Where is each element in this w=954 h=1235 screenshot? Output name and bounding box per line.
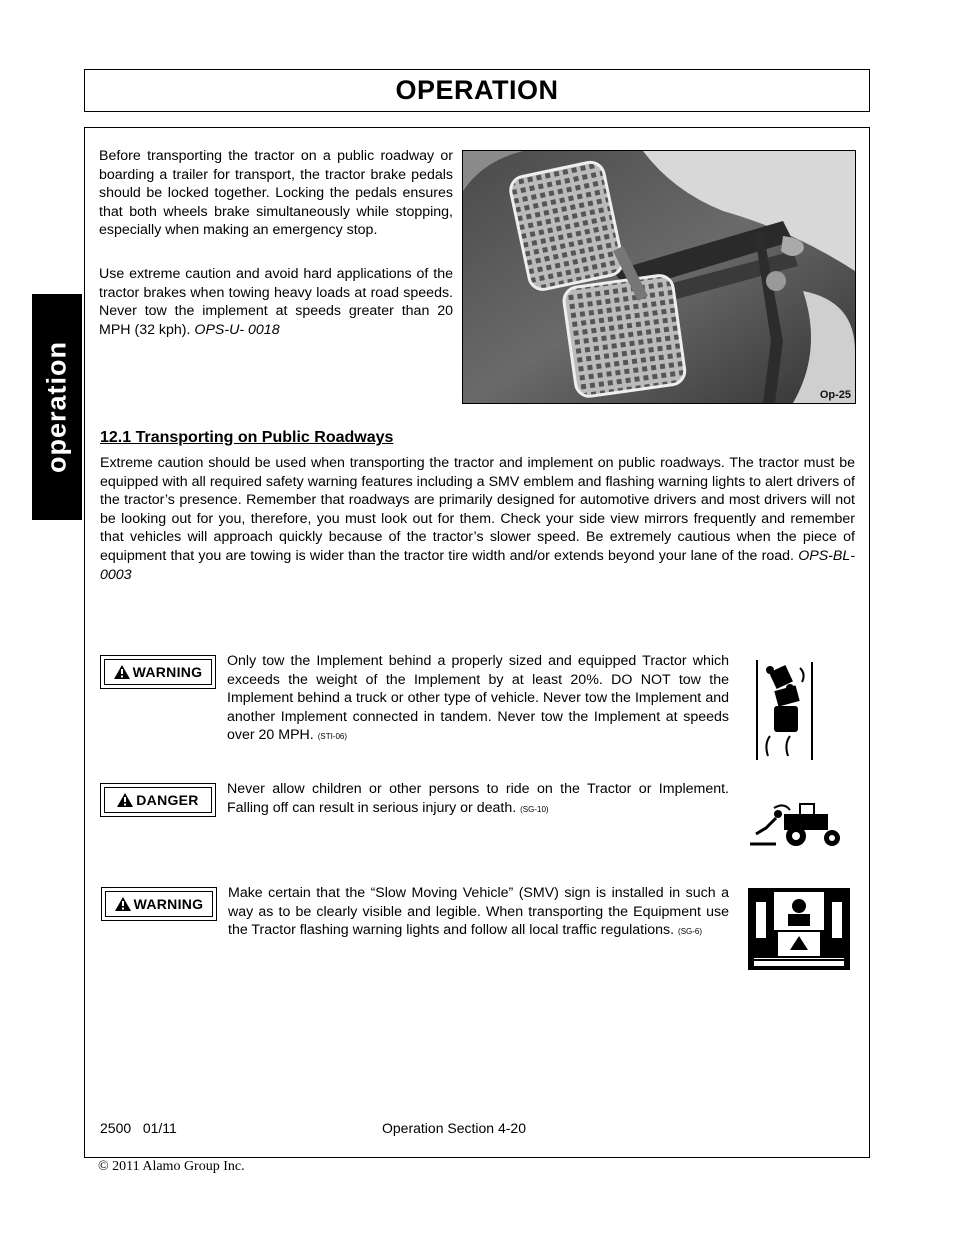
signal-word: WARNING [132,664,203,680]
tow-speed-pictogram-icon [754,660,844,760]
brake-pedal-image [463,151,855,403]
section-body: Extreme caution should be used when transporting the tractor and implement on public roadways. The tractor must be equipped with all required safety warning features including a SMV emblem and flashing warning lights to alert drivers of the tractor’s presence. Remember that roadways are primarily designed for automotive drivers and most drivers will not be looking out for you, therefore, you must look out for them. Check your side view mirrors frequently and remember that vehicles will approach quickly because of the tractor’s slower speed. Be extremely cautious when the piece of equipment that you are towing is wider than the tractor tire width and/or extends beyond your lane of the road. OPS-BL-0003 [100,455,855,583]
safety-ref-1: (STI-06) [317,732,348,742]
rider-fall-pictogram-icon [748,800,844,850]
alert-triangle-icon [114,665,130,679]
intro-ref: OPS-U- 0018 [194,321,280,338]
section-side-tab [32,294,82,520]
signal-word: DANGER [136,792,199,808]
safety-message-1: Only tow the Implement behind a properly sized and equipped Tractor which exceeds the weight of the Implement by at least 20%. DO NOT tow the Implement behind a truck or other type of vehicle. Never tow the Implement and another Implement connected in tandem. Never tow the Implement at speeds over 20 MPH. (STI-06) [227,653,729,744]
footer-section: Operation Section 4-20 [382,1120,526,1136]
intro-paragraph-1: Before transporting the tractor on a public roadway or boarding a trailer for transport, the tractor brake pedals should be locked together. Locking the pedals ensures that both wheels brake simultaneously while stopping, especially when making an emergency stop. [99,148,453,239]
safety-message-2: Never allow children or other persons to ride on the Tractor or Implement. Falling off can result in serious injury or death. (SG-10) [227,781,729,816]
intro-paragraph-2: Use extreme caution and avoid hard applications of the tractor brakes when towing heavy loads at road speeds. Never tow the implement at speeds greater than 20 MPH (32 kph). OPS-U- 0018 [99,266,453,338]
signal-word: WARNING [133,896,204,912]
section-heading: 12.1 Transporting on Public Roadways [100,429,394,446]
photo-label: Op-25 [819,389,851,401]
header-box [84,69,870,112]
page-title: OPERATION [395,75,559,105]
safety-message-3: Make certain that the “Slow Moving Vehicle” (SMV) sign is installed in such a way as to be clearly visible and legible. When transporting the Equipment use the Tractor flashing warning lights and follow all local traffic regulations. (SG-6) [228,885,729,939]
safety-ref-2: (SG-10) [520,804,549,814]
alert-triangle-icon [117,793,133,807]
brake-pedal-photo [462,150,856,404]
danger-badge [100,783,216,817]
warning-badge [101,887,217,921]
warning-badge [100,655,216,689]
safety-ref-3: (SG-6) [678,927,703,937]
side-tab-label: operation [41,340,72,474]
copyright: © 2011 Alamo Group Inc. [98,1159,245,1174]
alert-triangle-icon [115,897,131,911]
section-ref: OPS-BL-0003 [100,547,855,583]
footer-model-date: 2500 01/11 [100,1120,177,1136]
smv-sign-pictogram-icon [748,888,850,970]
